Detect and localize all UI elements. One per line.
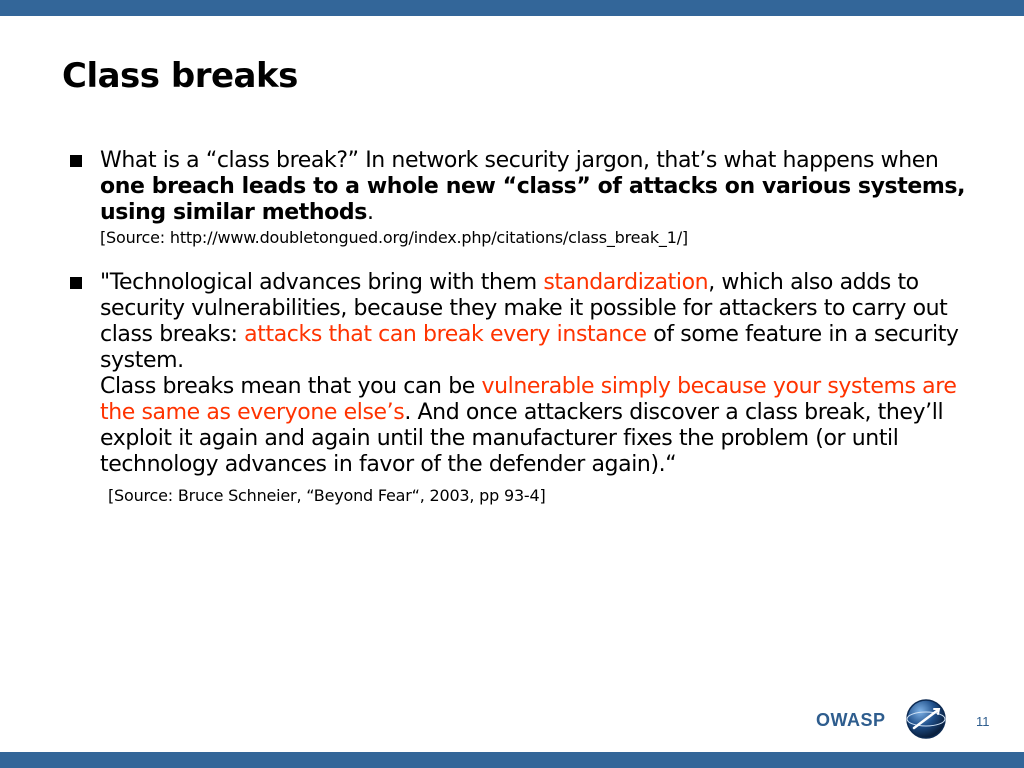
bullet-text xyxy=(100,148,968,226)
source-citation: [Source: Bruce Schneier, “Beyond Fear“, 2003, pp 93-4] xyxy=(108,486,546,505)
top-bar xyxy=(0,0,1024,16)
bullet-text-part: What is a “class break?” In network security jargon, that’s what happens when xyxy=(100,148,939,173)
slide-content xyxy=(68,148,968,506)
bullet-text-part: "Technological advances bring with them xyxy=(100,270,544,295)
bullet-text-part: , which also adds to security vulnerabilities, because they make it possible for attackers to carry out class breaks: xyxy=(100,270,948,347)
bullet-text xyxy=(100,270,968,374)
bottom-bar xyxy=(0,752,1024,768)
page-number: 11 xyxy=(976,714,990,729)
owasp-brand-text: OWASP xyxy=(816,710,886,730)
bullet-schneier-quote xyxy=(68,270,968,506)
square-bullet-icon xyxy=(70,155,82,167)
source-citation: [Source: http://www.doubletongued.org/index.php/citations/class_break_1/] xyxy=(100,228,688,247)
owasp-globe-icon xyxy=(905,698,947,740)
highlight-attacks: attacks that can break every instance xyxy=(244,322,647,347)
bullet-text-part: . And once attackers discover a class break, they’ll exploit it again and again until the manufacturer fixes the problem (or until technology advances in favor of the defender again).“ xyxy=(100,400,944,477)
bullet-text xyxy=(100,374,968,478)
highlight-vulnerable: vulnerable simply because your systems are the same as everyone else’s xyxy=(100,374,957,425)
bullet-text-part: Class breaks mean that you can be xyxy=(100,374,482,399)
bullet-text-part: of some feature in a security system. xyxy=(100,322,959,373)
square-bullet-icon xyxy=(70,277,82,289)
bullet-bold-text: one breach leads to a whole new “class” of attacks on various systems, using similar methods xyxy=(100,174,966,225)
bullet-text-part: . xyxy=(366,200,374,225)
slide-title: Class breaks xyxy=(62,56,298,96)
highlight-standardization: standardization xyxy=(543,270,709,295)
bullet-class-break-definition xyxy=(68,148,968,248)
